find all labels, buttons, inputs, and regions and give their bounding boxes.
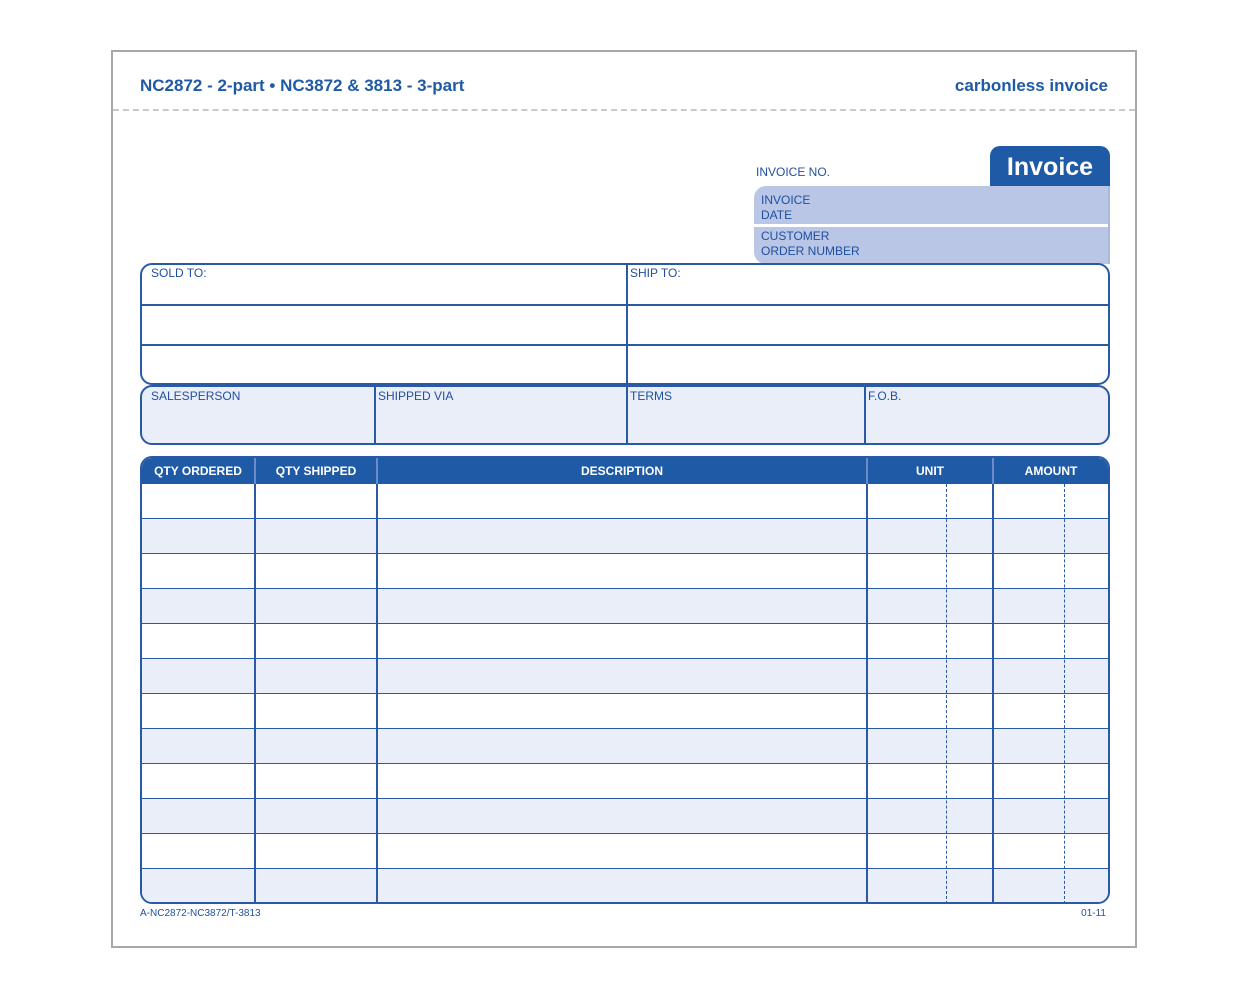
table-row — [142, 869, 1108, 904]
form-code: A-NC2872-NC3872/T-3813 — [140, 908, 261, 919]
col-description: DESCRIPTION — [580, 464, 663, 478]
table-row — [142, 764, 1108, 799]
address-rule-2 — [141, 344, 1109, 346]
address-box — [140, 263, 1110, 385]
fob-label: F.O.B. — [868, 389, 902, 403]
col-sep-3 — [866, 484, 868, 904]
unit-cents-divider — [946, 484, 947, 904]
invoice-date-label-line2: DATE — [761, 208, 793, 222]
revision-code: 01-11 — [1081, 908, 1106, 919]
table-row — [142, 834, 1108, 869]
shipping-divider-2 — [626, 386, 628, 444]
table-row — [142, 519, 1108, 554]
table-row — [142, 729, 1108, 764]
col-sep-4 — [992, 484, 994, 904]
table-row — [142, 799, 1108, 834]
col-amount: AMOUNT — [1024, 464, 1078, 478]
col-sep-1 — [254, 484, 256, 904]
salesperson-label: SALESPERSON — [151, 389, 241, 403]
invoice-no-label: INVOICE NO. — [756, 165, 831, 179]
header-sep-3 — [866, 458, 868, 484]
shipping-info-box — [140, 385, 1110, 445]
meta-divider — [754, 224, 1110, 227]
product-type: carbonless invoice — [954, 76, 1108, 95]
shipping-divider-1 — [374, 386, 376, 444]
customer-order-label-line2: ORDER NUMBER — [761, 244, 860, 258]
invoice-date-label-line1: INVOICE — [761, 193, 811, 207]
table-row — [142, 694, 1108, 729]
header-sep-2 — [376, 458, 378, 484]
terms-label: TERMS — [630, 389, 672, 403]
amount-cents-divider — [1064, 484, 1065, 904]
table-row — [142, 484, 1108, 519]
header-sep-4 — [992, 458, 994, 484]
product-codes: NC2872 - 2-part • NC3872 & 3813 - 3-part — [140, 76, 465, 95]
col-qty-ordered: QTY ORDERED — [154, 464, 242, 478]
table-row — [142, 554, 1108, 589]
ship-to-label: SHIP TO: — [630, 266, 681, 280]
table-row — [142, 589, 1108, 624]
col-qty-shipped: QTY SHIPPED — [275, 464, 357, 478]
sold-to-label: SOLD TO: — [151, 266, 207, 280]
table-header — [142, 458, 1108, 484]
shipped-via-label: SHIPPED VIA — [378, 389, 454, 403]
invoice-date-label — [761, 193, 810, 223]
customer-order-label — [761, 229, 860, 259]
line-items-table — [140, 456, 1110, 904]
invoice-title: Invoice — [990, 146, 1110, 186]
meta-right-edge — [1108, 186, 1110, 264]
table-row — [142, 624, 1108, 659]
col-sep-2 — [376, 484, 378, 904]
table-row — [142, 659, 1108, 694]
address-divider — [626, 264, 628, 384]
address-rule-1 — [141, 304, 1109, 306]
perforation-line — [113, 109, 1135, 111]
col-unit: UNIT — [916, 464, 944, 478]
customer-order-label-line1: CUSTOMER — [761, 229, 830, 243]
header-sep-1 — [254, 458, 256, 484]
shipping-divider-3 — [864, 386, 866, 444]
